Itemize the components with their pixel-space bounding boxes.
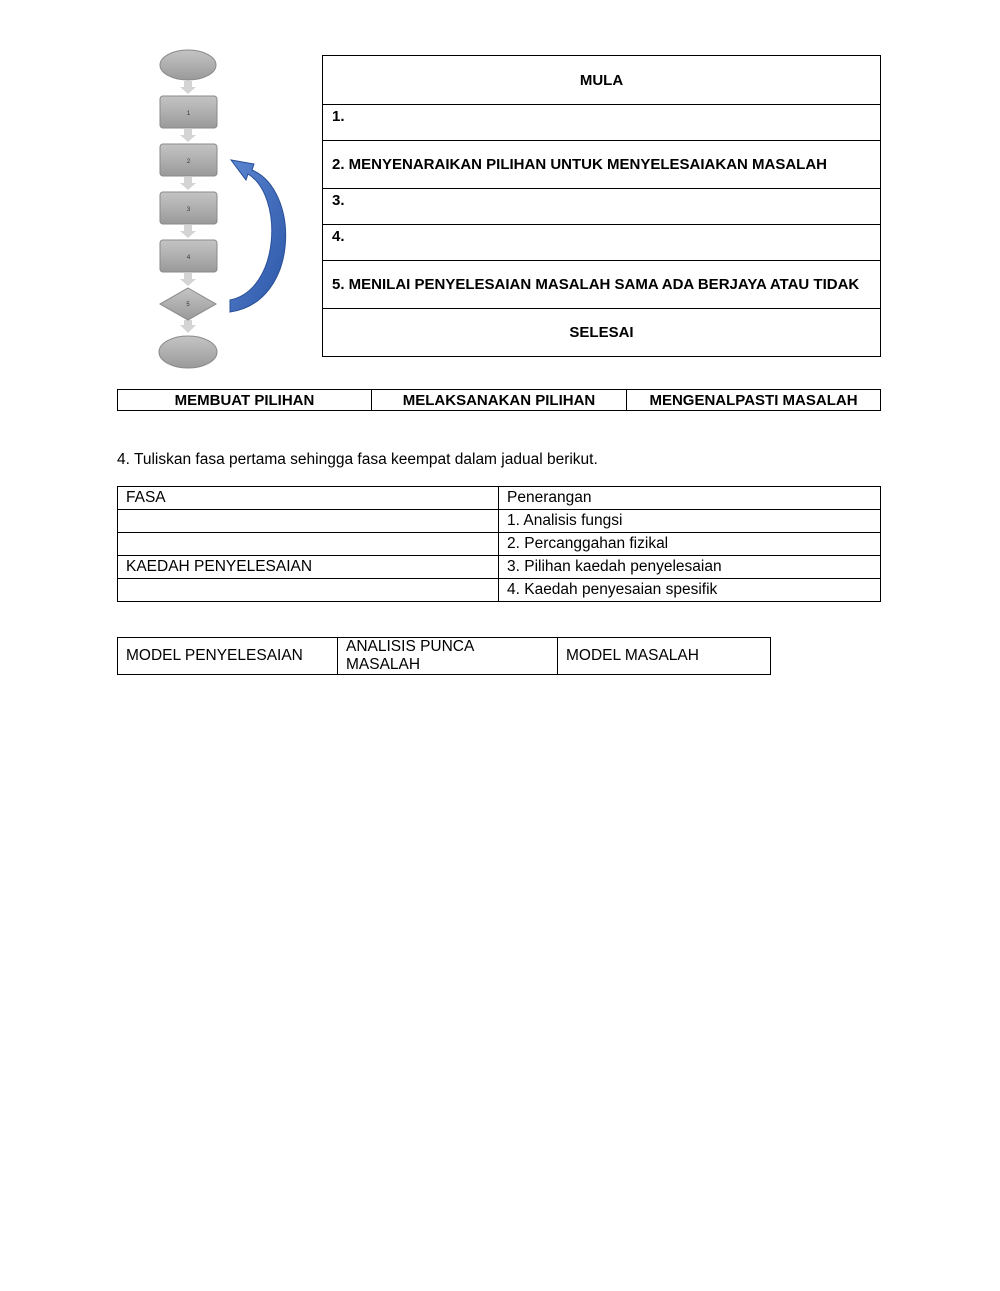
penerangan-cell: 3. Pilihan kaedah penyelesaian <box>499 556 881 579</box>
flow-box-label: 1 <box>186 111 191 117</box>
option-analisis-punca-masalah[interactable]: ANALISIS PUNCA MASALAH <box>338 638 558 675</box>
option-mengenalpasti-masalah[interactable]: MENGENALPASTI MASALAH <box>627 390 881 411</box>
step-5: 5. MENILAI PENYELESAIAN MASALAH SAMA ADA BERJAYA ATAU TIDAK <box>323 261 881 309</box>
flow-box-3 <box>160 192 217 224</box>
flow-box-1 <box>160 96 217 128</box>
flow-end-oval <box>159 336 217 368</box>
fasa-cell[interactable] <box>118 510 499 533</box>
flow-box-2 <box>160 144 217 176</box>
loop-back-arrow <box>230 160 286 312</box>
step-3-blank[interactable]: 3. <box>323 189 881 225</box>
fasa-cell[interactable] <box>118 533 499 556</box>
table-row <box>118 556 881 579</box>
fasa-table <box>117 486 881 602</box>
question-4: 4. Tuliskan fasa pertama sehingga fasa keempat dalam jadual berikut. <box>117 451 598 468</box>
step-end: SELESAI <box>323 309 881 357</box>
flowchart-diagram <box>150 40 300 380</box>
answer-options-2 <box>117 637 771 675</box>
table-row <box>118 579 881 602</box>
flow-decision-label: 5 <box>186 302 190 308</box>
step-start: MULA <box>323 56 881 105</box>
answer-options-1 <box>117 389 881 411</box>
step-1-blank[interactable]: 1. <box>323 105 881 141</box>
flow-decision-diamond <box>160 288 216 320</box>
option-membuat-pilihan[interactable]: MEMBUAT PILIHAN <box>118 390 372 411</box>
penerangan-cell: 1. Analisis fungsi <box>499 510 881 533</box>
flow-box-4 <box>160 240 217 272</box>
step-2: 2. MENYENARAIKAN PILIHAN UNTUK MENYELESAIAKAN MASALAH <box>323 141 881 189</box>
option-model-penyelesaian[interactable]: MODEL PENYELESAIAN <box>118 638 338 675</box>
penerangan-cell: 4. Kaedah penyesaian spesifik <box>499 579 881 602</box>
problem-solving-steps-table <box>322 55 881 357</box>
flow-box-label: 4 <box>186 255 191 261</box>
flow-start-oval <box>160 50 216 80</box>
header-penerangan: Penerangan <box>499 487 881 510</box>
table-row <box>118 510 881 533</box>
header-fasa: FASA <box>118 487 499 510</box>
table-header-row <box>118 487 881 510</box>
step-4-blank[interactable]: 4. <box>323 225 881 261</box>
fasa-cell[interactable] <box>118 579 499 602</box>
flow-box-label: 2 <box>186 159 191 165</box>
table-row <box>118 533 881 556</box>
fasa-cell: KAEDAH PENYELESAIAN <box>118 556 499 579</box>
penerangan-cell: 2. Percanggahan fizikal <box>499 533 881 556</box>
option-melaksanakan-pilihan[interactable]: MELAKSANAKAN PILIHAN <box>372 390 627 411</box>
flow-box-label: 3 <box>186 207 191 213</box>
option-model-masalah[interactable]: MODEL MASALAH <box>558 638 771 675</box>
